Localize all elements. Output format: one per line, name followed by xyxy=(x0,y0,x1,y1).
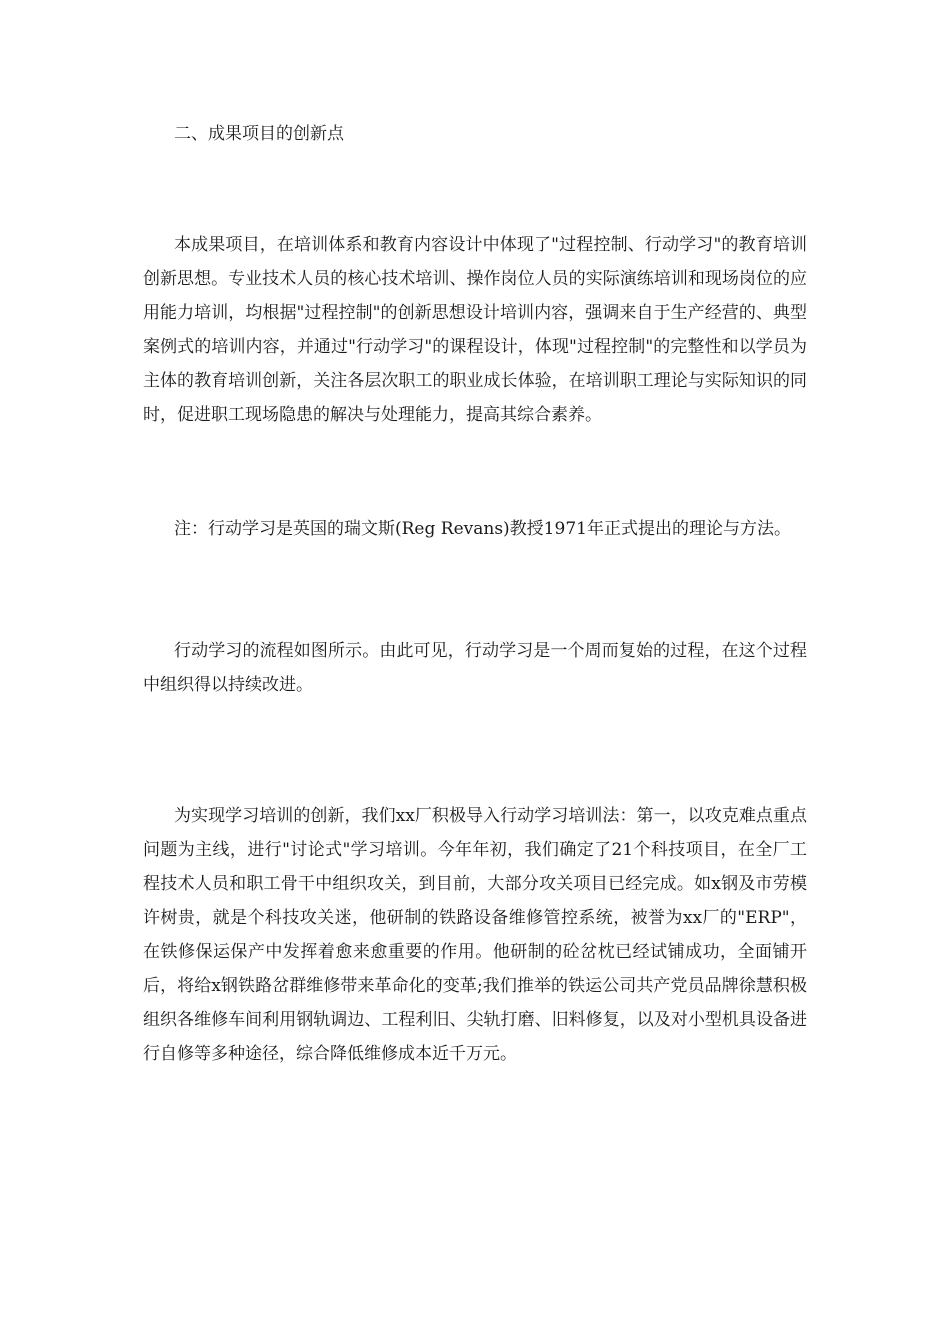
section-heading: 二、成果项目的创新点 xyxy=(174,124,344,144)
spacer xyxy=(143,153,807,228)
spacer xyxy=(143,702,807,799)
paragraph-note: 注：行动学习是英国的瑞文斯(Reg Revans)教授1971年正式提出的理论与方法。 xyxy=(174,519,791,539)
spacer xyxy=(143,432,807,512)
paragraph-process: 行动学习的流程如图所示。由此可见，行动学习是一个周而复始的过程，在这个过程中组织得以持续改进。 xyxy=(143,641,807,695)
paragraph-innovation: 本成果项目，在培训体系和教育内容设计中体现了"过程控制、行动学习"的教育培训创新思想。专业技术人员的核心技术培训、操作岗位人员的实际演练培训和现场岗位的应用能力培训，均根据"过程控制"的创新思想设计培训内容，强调来自于生产经营的、典型案例式的培训内容，并通过"行动学习"的课程设计，体现"过程控制"的完整性和以学员为主体的教育培训创新，关注各层次职工的职业成长体验，在培训职工理论与实际知识的同时，促进职工现场隐患的解决与处理能力，提高其综合素养。 xyxy=(143,235,807,425)
paragraph-implementation: 为实现学习培训的创新，我们xx厂积极导入行动学习培训法：第一，以攻克难点重点问题为主线，进行"讨论式"学习培训。今年年初，我们确定了21个科技项目，在全厂工程技术人员和职工骨干中组织攻关，到目前，大部分攻关项目已经完成。如x钢及市劳模许树贵，就是个科技攻关迷，他研制的铁路设备维修管控系统，被誉为xx厂的"ERP"，在铁修保运保产中发挥着愈来愈重要的作用。他研制的砼岔枕已经试铺成功，全面铺开后，将给x钢铁路岔群维修带来革命化的变革;我们推举的铁运公司共产党员品牌徐慧积极组织各维修车间利用钢轨调边、工程利旧、尖轨打磨、旧料修复，以及对小型机具设备进行自修等多种途径，综合降低维修成本近千万元。 xyxy=(143,806,807,1064)
document-body xyxy=(143,115,807,1071)
spacer xyxy=(143,546,807,634)
